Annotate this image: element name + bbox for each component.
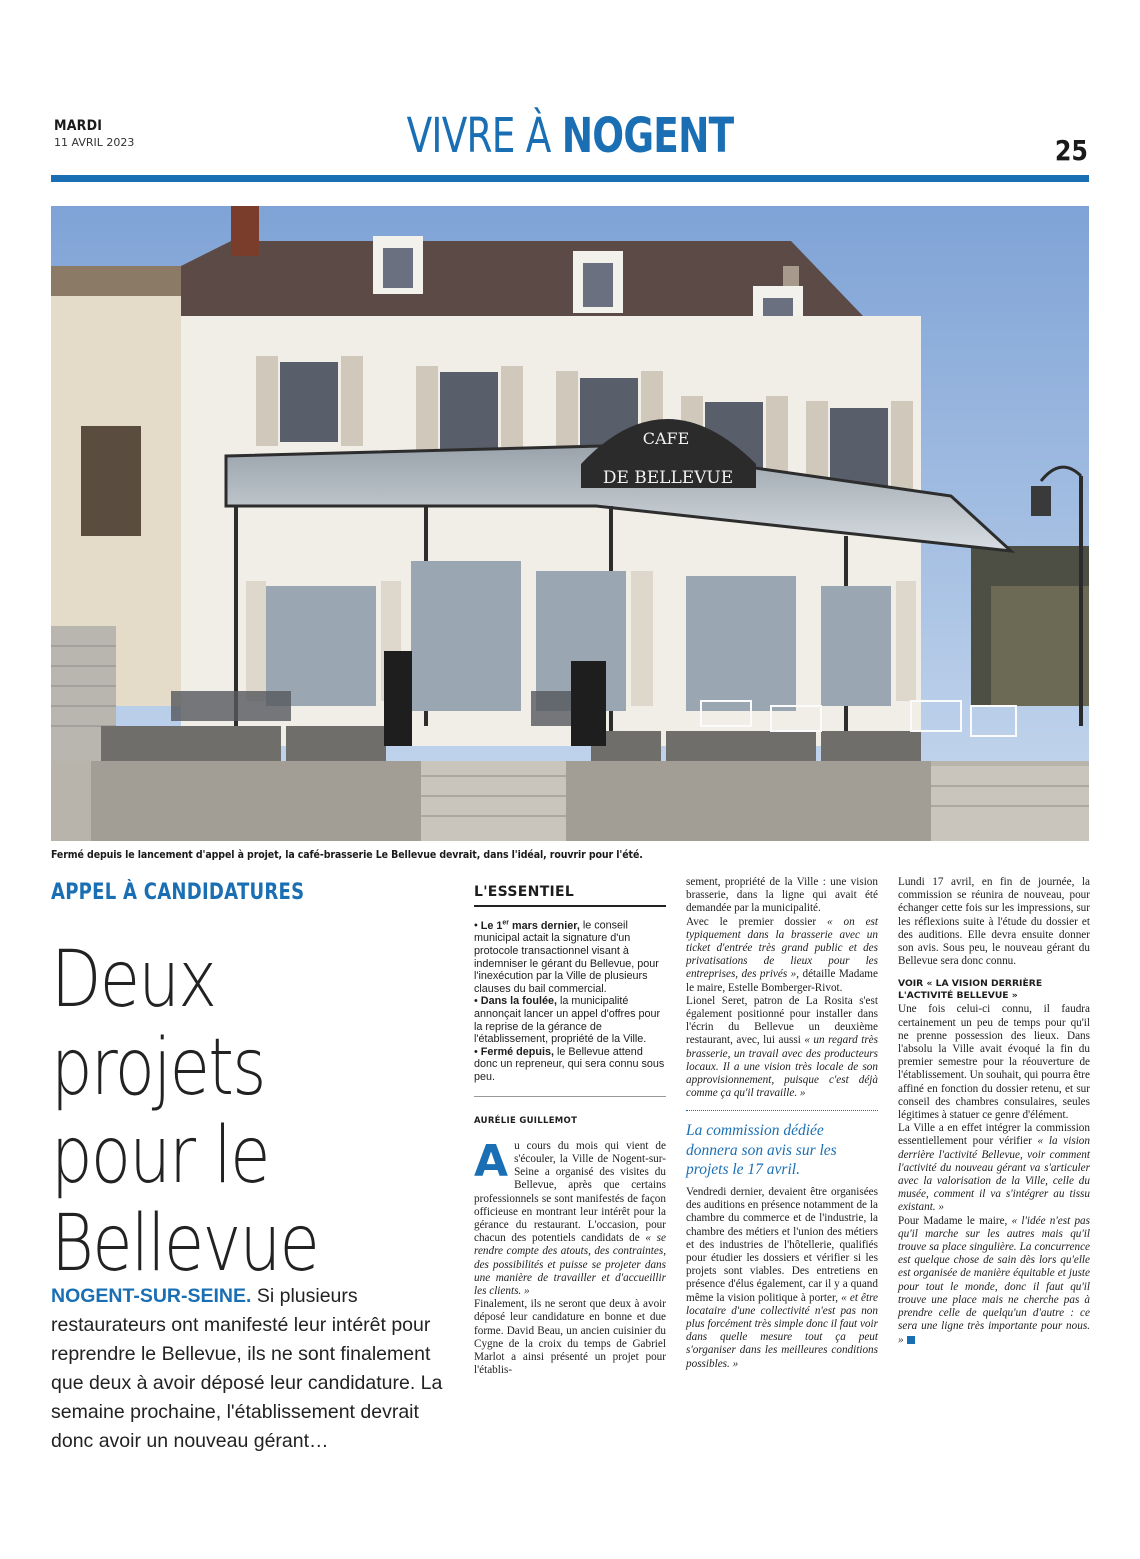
body-paragraph-cont: sement, propriété de la Ville : une vision brasserie, dans la ligne qui avait été demandée par la municipalité. xyxy=(686,876,878,915)
headline-line-2: pour le xyxy=(51,1111,269,1201)
article-lead xyxy=(51,1282,451,1456)
see-also: VOIR « LA VISION DERRIÈRE L'ACTIVITÉ BELLEVUE » xyxy=(898,978,1043,1001)
body-paragraph: Vendredi dernier, devaient être organisées des auditions en présence notamment de la chambre du commerce et de l'industrie, la chambre des métiers et l'union des métiers et des industries de l'hôtellerie, qualifiés pour étudier les dossiers et vérifier si les projets sont viables. Des entretiens en présence d'élus également, car il y a quand même la vision politique à porter, « et être locataire d'une collectivité n'est pas non plus forcément très simple donc il faut voir dans quelle mesure tout ça peut s'organiser dans les meilleures conditions possibles. » xyxy=(686,1185,878,1370)
essentiel-item-lead: Dans la foulée, xyxy=(480,995,557,1008)
body-paragraph: La Ville a en effet intégrer la commission essentiellement pour vérifier « la vision derrière l'activité Bellevue, voir comment l'activité du nouveau gérant va s'articuler avec la valorisation de la Ville, celle du musée, comment il va s'intégrer au tissu existant. » xyxy=(898,1122,1090,1214)
headline-line-1: Deux projets xyxy=(51,935,265,1113)
headline-line-3: Bellevue xyxy=(51,1199,319,1289)
section-title xyxy=(125,108,1014,164)
sign-line2: DE BELLEVUE xyxy=(602,468,734,488)
lead-dateline: NOGENT-SUR-SEINE. xyxy=(51,1285,252,1307)
page-number: 25 xyxy=(1054,134,1088,167)
section-title-bold: NOGENT xyxy=(561,108,734,164)
end-mark-icon xyxy=(907,1336,915,1344)
essentiel-title: L'ESSENTIEL xyxy=(474,886,666,907)
edition-date: 11 AVRIL 2023 xyxy=(54,136,135,149)
article-kicker: APPEL À CANDIDATURES xyxy=(51,880,305,905)
sign-line1: CAFE xyxy=(642,429,690,448)
section-title-light: VIVRE À xyxy=(406,108,551,164)
body-paragraph-split: Finalement, ils ne seront que deux à avoir déposé leur candidature en bonne et due forme. David Beau, un ancien cuisinier du Cygne de la croix du temps de Gabriel Marlot a ainsi présenté un projet pour l'établis- xyxy=(474,1298,666,1377)
body-paragraph: Pour Madame le maire, « l'idée n'est pas qu'il marche sur les autres mais qu'il trouve sa place singulière. La concurrence est quelque chose de sain dès lors qu'elle est organisée de manière équitable et juste pour tout le monde, donc il faut qu'il trouve une place mais ne cherche pas à prendre celle de quelqu'un d'autre : ce sera une ligne très importante pour nous. » xyxy=(898,1214,1090,1346)
essentiel-item: • Le 1er mars dernier, le conseil municipal actait la signature d'un protocole transactionnel visant à indemniser le gérant du Bellevue, pour l'inexécution par la Ville de plusieurs clauses du bail commercial. xyxy=(474,919,659,995)
essentiel-divider xyxy=(474,1096,666,1097)
column-2 xyxy=(474,886,666,1377)
column-4 xyxy=(898,876,1090,1347)
essentiel-item-lead: Fermé depuis, xyxy=(480,1045,554,1058)
header-rule xyxy=(51,175,1089,182)
cafe-photo xyxy=(51,206,1089,841)
edition-day: MARDI xyxy=(54,118,103,134)
intertitle: La commission dédiée donnera son avis sur les projets le 17 avril. xyxy=(686,1110,878,1180)
body-paragraph: Une fois celui-ci connu, il faudra certainement un peu de temps pour qu'il ne prenne possession des lieux. Dans l'absolu la Ville avait évoqué la fin du premier semestre pour la réouverture de l'établissement. Un souhait, qui pourra être affiné en fonction du dossier retenu, et sur conseil des chambres consulaires, seules légitimes à statuer ce genre d'élément. xyxy=(898,1003,1090,1122)
body-paragraph: Au cours du mois qui vient de s'écouler, la Ville de Nogent-sur-Seine a organisé des visites du Bellevue, après que certains professionnels se sont manifestés de façon officieuse en montrant leur intérêt pour la gérance du restaurant. L'occasion, pour chacun des potentiels candidats de « se rendre compte des atouts, des contraintes, des possibilités et puisse se projeter dans une manière de travailler et d'accueillir les clients. » xyxy=(474,1135,666,1297)
byline: AURÉLIE GUILLEMOT xyxy=(474,1115,578,1126)
body-paragraph: Avec le premier dossier « on est typiquement dans la brasserie avec un ticket d'entrée très grand public et des privatisations de lieux pour les entreprises, des privés », détaille Madame le maire, Estelle Bomberger-Rivot. xyxy=(686,915,878,994)
essentiel-item: • Dans la foulée, la municipalité annonçait lancer un appel d'offres pour la reprise de la gérance de l'établissement, propriété de la Ville. xyxy=(474,995,661,1046)
dropcap: A xyxy=(474,1135,509,1187)
cafe-illustration xyxy=(51,206,1089,841)
photo-caption: Fermé depuis le lancement d'appel à projet, la café-brasserie Le Bellevue devrait, dans l'idéal, rouvrir pour l'été. xyxy=(51,849,643,861)
column-3 xyxy=(686,876,878,1371)
body-paragraph: Lionel Seret, patron de La Rosita s'est également positionné pour installer dans l'écrin du Bellevue un deuxième restaurant, avec, lui aussi « un regard très brasserie, un travail avec des producteurs locaux. Il a une vision très locale de son approvisionnement, puisque c'est déjà comme ça qu'il travaille. » xyxy=(686,994,879,1100)
article-headline xyxy=(51,936,404,1288)
essentiel-item: • Fermé depuis, le Bellevue attend donc un repreneur, qui sera connu sous peu. xyxy=(474,1045,665,1083)
lead-text: Si plusieurs restaurateurs ont manifesté leur intérêt pour reprendre le Bellevue, ils ne sont finalement que deux à avoir déposé leur candidature. La semaine prochaine, l'établissement devrait donc avoir un nouveau gérant… xyxy=(51,1285,443,1452)
essentiel-item-lead: Le 1er mars dernier, xyxy=(480,919,580,932)
body-paragraph: Lundi 17 avril, en fin de journée, la commission se réunira de nouveau, pour échanger cette fois sur les impressions, sur les réflexions suite à l'étude du dossier et des auditions. Elle devra ensuite donner son avis. Sous peu, le nouveau gérant du Bellevue sera donc connu. xyxy=(898,876,1090,968)
